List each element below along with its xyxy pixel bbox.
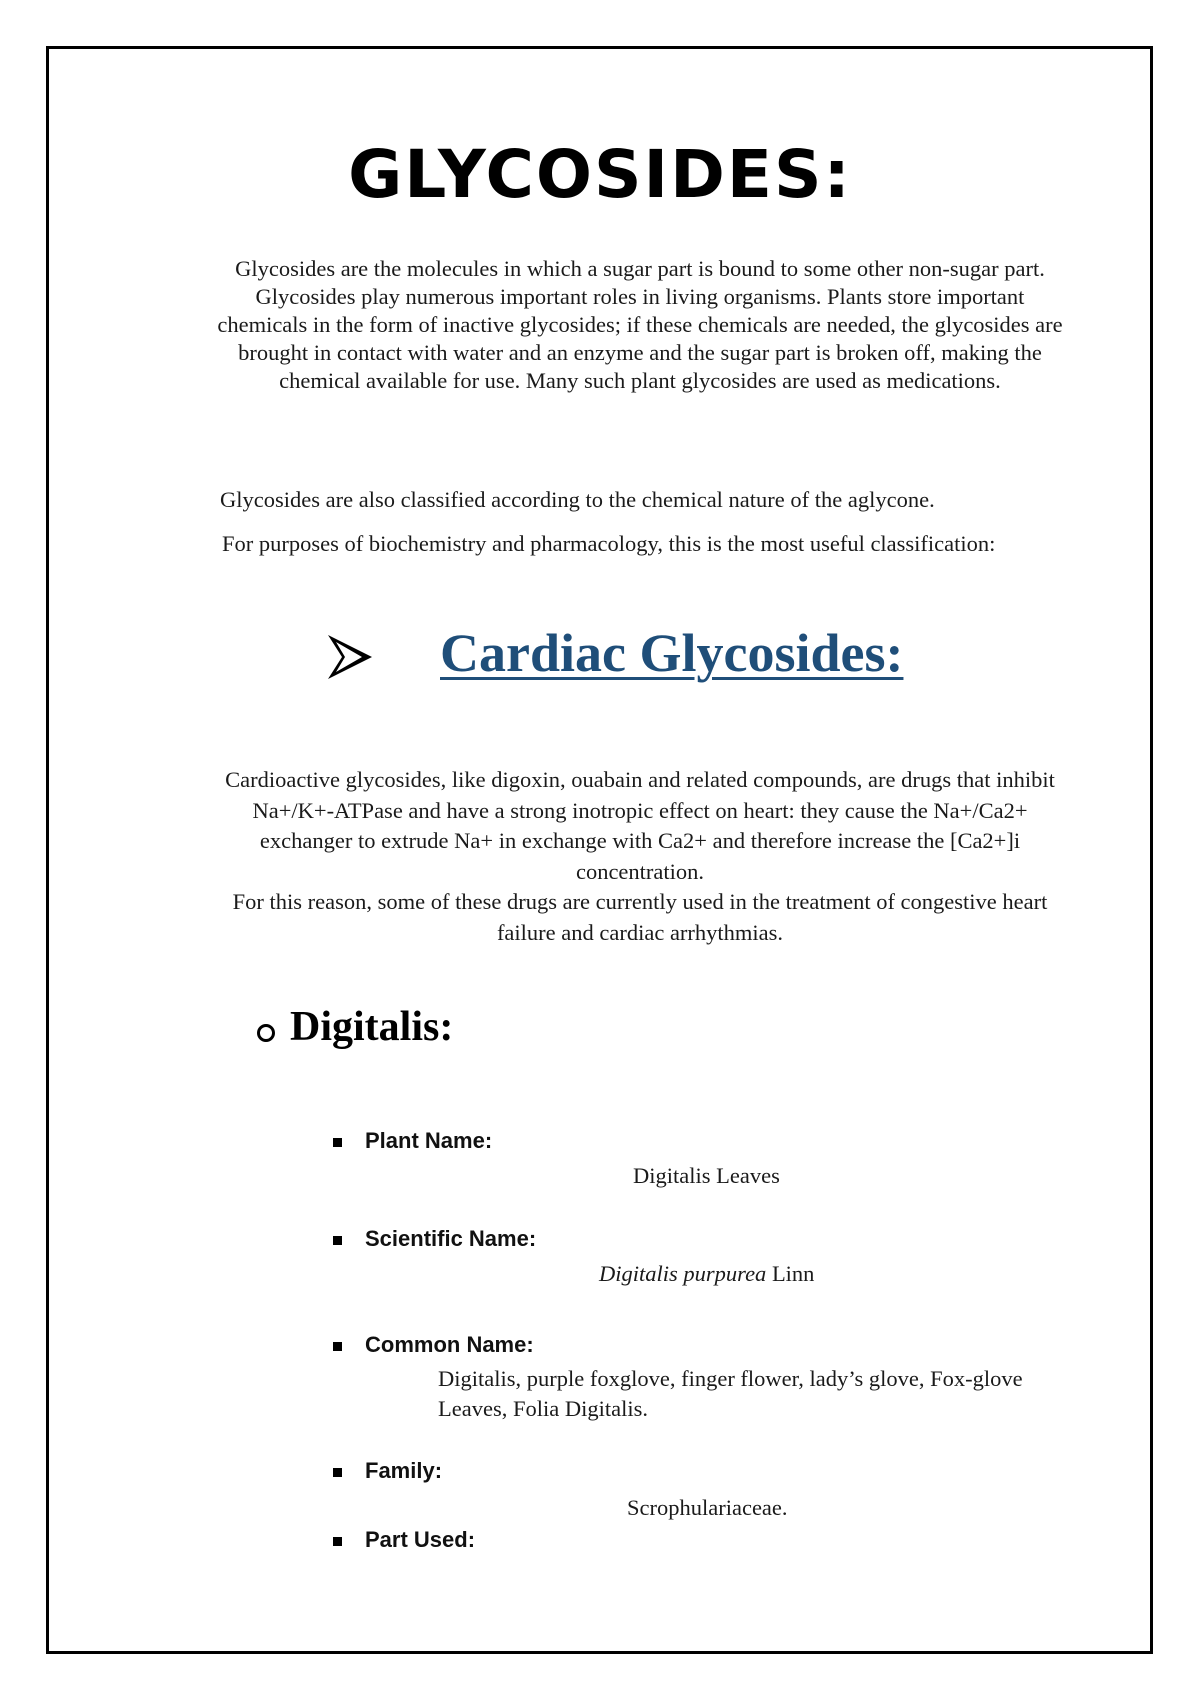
- square-bullet-icon: [333, 1537, 342, 1546]
- purpose-line: For purposes of biochemistry and pharmacology, this is the most useful classification:: [222, 531, 996, 556]
- cardiac-paragraph-2: For this reason, some of these drugs are currently used in the treatment of congestive heart failure and cardiac arrhythmias.: [232, 889, 1048, 945]
- common-name-label: Common Name:: [365, 1332, 534, 1357]
- square-bullet-icon: [333, 1468, 342, 1477]
- plant-name-value: Digitalis Leaves: [633, 1163, 780, 1188]
- plant-name-label: Plant Name:: [365, 1128, 493, 1153]
- scientific-name-italic: Digitalis purpurea: [599, 1261, 767, 1286]
- square-bullet-icon: [333, 1138, 342, 1147]
- part-used-label: Part Used:: [365, 1527, 476, 1552]
- scientific-name-label: Scientific Name:: [365, 1226, 537, 1251]
- hollow-circle-bullet-icon: [257, 1024, 275, 1042]
- arrowhead-bullet-icon: [326, 633, 374, 681]
- document-title: GLYCOSIDES:: [348, 136, 852, 213]
- scientific-name-value: [599, 1260, 814, 1288]
- square-bullet-icon: [333, 1236, 342, 1245]
- cardiac-description: [215, 765, 1065, 948]
- scientific-name-authority: Linn: [766, 1261, 815, 1286]
- intro-paragraph: Glycosides are the molecules in which a sugar part is bound to some other non-sugar part. Glycosides play numerous important roles in living organisms. Plants store important chemicals in the form of inactive glycosides; if these chemicals are needed, the glycosides are brought in contact with water and an enzyme and the sugar part is broken off, making the chemical available for use. Many such plant glycosides are used as medications.: [217, 256, 1063, 393]
- family-label: Family:: [365, 1458, 443, 1483]
- cardiac-paragraph-1: Cardioactive glycosides, like digoxin, ouabain and related compounds, are drugs that inhibit Na+/K+-ATPase and have a strong inotropic effect on heart: they cause the Na+/Ca2+ exchanger to extrude Na+ in exchange with Ca2+ and therefore increase the [Ca2+]i concentration.: [225, 767, 1055, 884]
- common-name-value: Digitalis, purple foxglove, finger flower, lady’s glove, Fox-glove Leaves, Folia Digitalis.: [438, 1366, 1023, 1421]
- cardiac-glycosides-heading: Cardiac Glycosides:: [440, 623, 904, 683]
- family-value: Scrophulariaceae.: [627, 1495, 788, 1520]
- classification-line: Glycosides are also classified according to the chemical nature of the aglycone.: [220, 487, 935, 512]
- digitalis-heading: Digitalis:: [290, 1004, 454, 1050]
- square-bullet-icon: [333, 1342, 342, 1351]
